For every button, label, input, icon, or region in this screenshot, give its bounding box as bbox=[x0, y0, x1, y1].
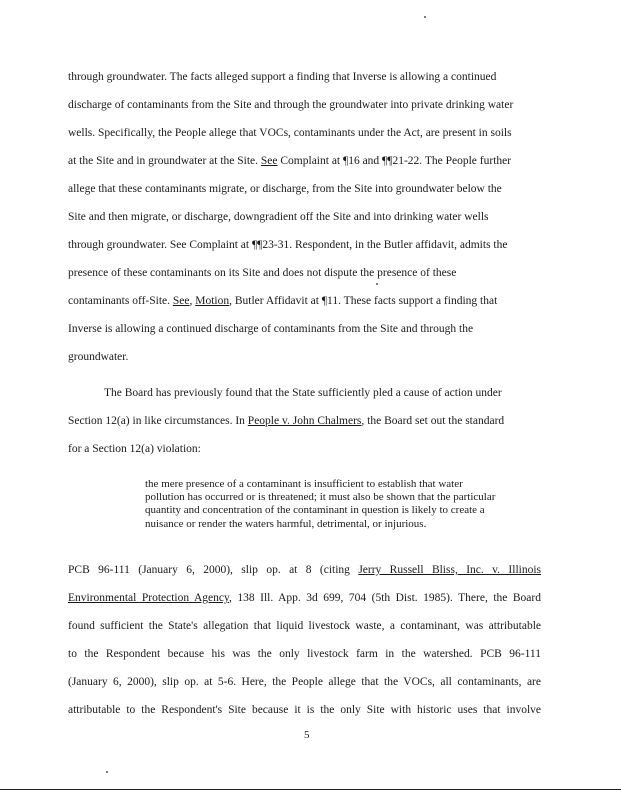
p3-line-4: to the Respondent because his was the only livestock farm in the watershed. PCB 96-111 bbox=[68, 648, 541, 660]
p1-line-2: discharge of contaminants from the Site and through the groundwater into private drinking water bbox=[68, 99, 514, 111]
scan-speck bbox=[376, 283, 378, 285]
scan-edge-rule bbox=[0, 789, 621, 790]
p1-line-11: groundwater. bbox=[68, 351, 129, 363]
p1-line-6: Site and then migrate, or discharge, downgradient off the Site and into drinking water wells bbox=[68, 211, 489, 223]
p3-line-1: PCB 96-111 (January 6, 2000), slip op. at 8 (citing Jerry Russell Bliss, Inc. v. Illinois bbox=[68, 564, 542, 576]
citation-signal: See bbox=[260, 155, 278, 167]
p3-line-6: attributable to the Respondent's Site because it is the only Site with historic uses that involve bbox=[68, 704, 541, 716]
p1-line-5: allege that these contaminants migrate, or discharge, from the Site into groundwater below the bbox=[68, 183, 502, 195]
p1-line-7: through groundwater. See Complaint at ¶¶23-31. Respondent, in the Butler affidavit, admits the bbox=[68, 239, 508, 251]
p3-line-2: Environmental Protection Agency, 138 Ill. App. 3d 699, 704 (5th Dist. 1985). There, the Board bbox=[68, 592, 541, 604]
p3-line-3: found sufficient the State's allegation that liquid livestock waste, a contaminant, was attributable bbox=[68, 620, 541, 632]
case-name: People v. John Chalmers bbox=[247, 415, 362, 427]
scan-speck bbox=[424, 16, 426, 18]
p1-line-3: wells. Specifically, the People allege that VOCs, contaminants under the Act, are present in soils bbox=[68, 127, 512, 139]
p2-line-3: for a Section 12(a) violation: bbox=[68, 443, 201, 455]
p1-line-4: at the Site and in groundwater at the Site. See Complaint at ¶16 and ¶¶21-22. The People further bbox=[68, 155, 512, 167]
block-quote: the mere presence of a contaminant is insufficient to establish that water pollution has occurred or is threatened; it must also be shown that the particular quantity and concentration of the contaminant in question is likely to create a nuisance or render the waters harmful, detrimental, or injurious. bbox=[145, 478, 496, 530]
p2-line-2: Section 12(a) in like circumstances. In People v. John Chalmers, the Board set out the standard bbox=[68, 415, 505, 427]
p1-line-1: through groundwater. The facts alleged support a finding that Inverse is allowing a continued bbox=[68, 71, 497, 83]
p2-line-1: The Board has previously found that the State sufficiently pled a cause of action under bbox=[104, 387, 502, 399]
p3-line-5: (January 6, 2000), slip op. at 5-6. Here, the People allege that the VOCs, all contaminants, are bbox=[68, 676, 541, 688]
p1-line-8: presence of these contaminants on its Site and does not dispute the presence of these bbox=[68, 267, 457, 279]
scan-speck bbox=[106, 771, 108, 773]
p1-line-10: Inverse is allowing a continued discharge of contaminants from the Site and through the bbox=[68, 323, 474, 335]
page-number: 5 bbox=[304, 729, 310, 741]
p1-line-9: contaminants off-Site. See, Motion, Butler Affidavit at ¶11. These facts support a finding that bbox=[68, 295, 498, 307]
